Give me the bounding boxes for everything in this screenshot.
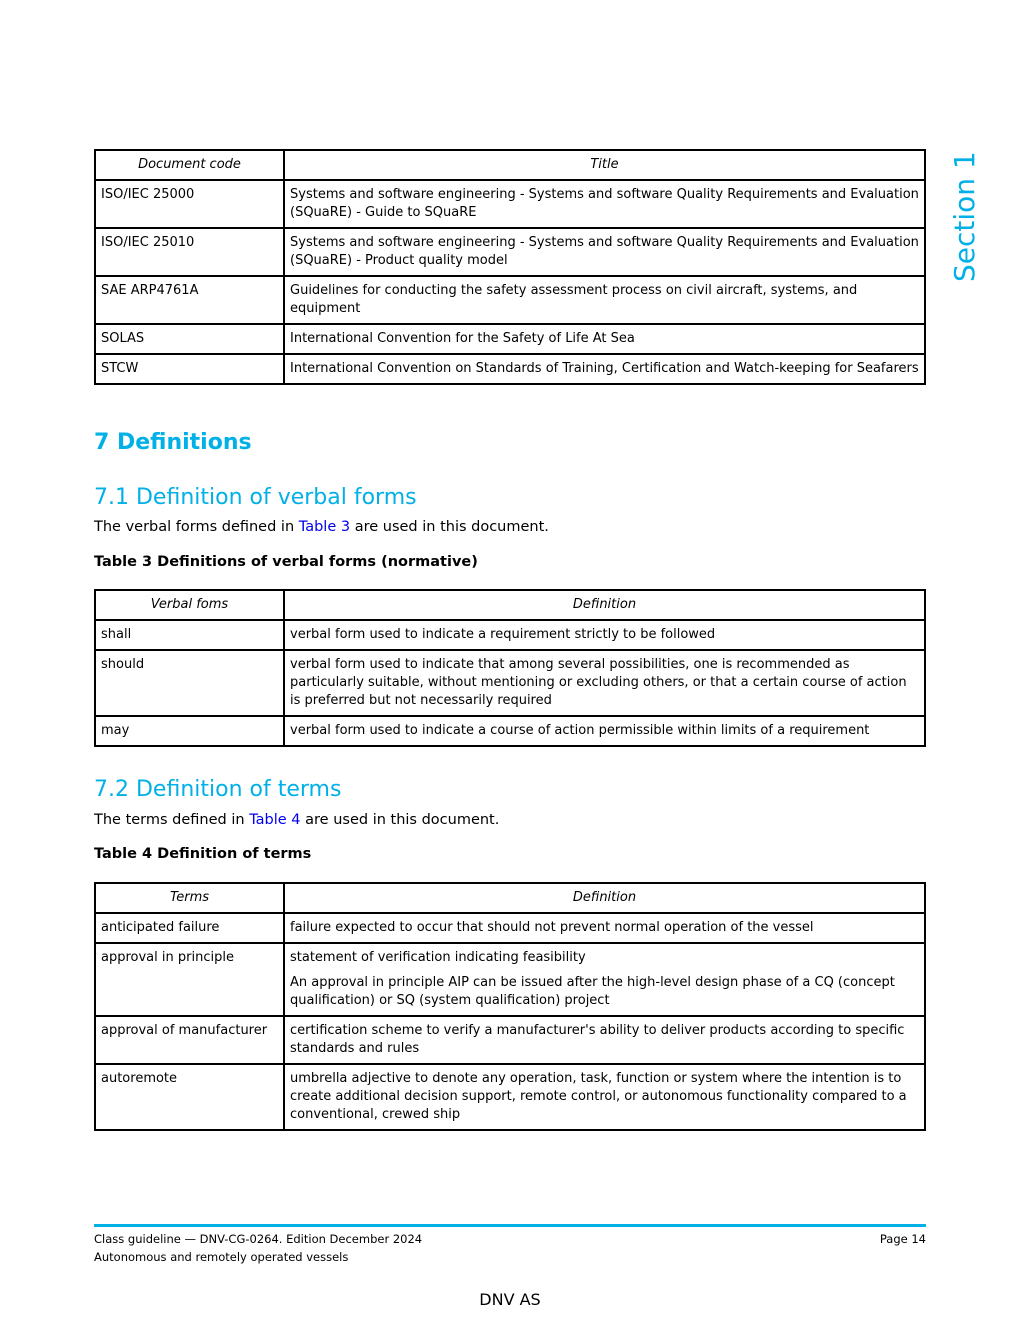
document-code: ISO/IEC 25000 xyxy=(95,180,284,228)
document-code: ISO/IEC 25010 xyxy=(95,228,284,276)
verbal-form: shall xyxy=(95,620,284,650)
publisher: DNV AS xyxy=(479,1290,541,1309)
terms-table xyxy=(94,882,926,1131)
table-row xyxy=(95,354,925,384)
column-header: Verbal foms xyxy=(95,590,284,620)
table-row xyxy=(95,1016,925,1064)
subsection-heading: 7.1 Definition of verbal forms xyxy=(94,485,417,510)
table-caption: Table 3 Definitions of verbal forms (normative) xyxy=(94,554,478,570)
intro-paragraph xyxy=(94,519,549,535)
verbal-forms-table xyxy=(94,589,926,747)
definition-cell xyxy=(284,943,925,1016)
table-row xyxy=(95,943,925,1016)
definition: verbal form used to indicate that among several possibilities, one is recommended as particularly suitable, without mentioning or excluding others, or that a certain course of action is preferred but not necessarily required xyxy=(284,650,925,716)
table-header-row xyxy=(95,150,925,180)
definition-note: An approval in principle AIP can be issued after the high-level design phase of a CQ (concept qualification) or SQ (system qualification) project xyxy=(290,975,895,1008)
intro-text: are used in this document. xyxy=(300,812,500,828)
table-caption: Table 4 Definition of terms xyxy=(94,846,312,862)
definition: verbal form used to indicate a requirement strictly to be followed xyxy=(284,620,925,650)
column-header: Document code xyxy=(95,150,284,180)
footer-divider xyxy=(94,1224,926,1227)
table-row xyxy=(95,913,925,943)
table-row xyxy=(95,650,925,716)
definition: certification scheme to verify a manufacturer's ability to deliver products according to specific standards and rules xyxy=(284,1016,925,1064)
table-row xyxy=(95,276,925,324)
table-header-row xyxy=(95,590,925,620)
term: approval in principle xyxy=(95,943,284,1016)
table-header-row xyxy=(95,883,925,913)
intro-text: The terms defined in xyxy=(94,812,250,828)
intro-paragraph xyxy=(94,812,499,828)
term: autoremote xyxy=(95,1064,284,1130)
references-table xyxy=(94,149,926,385)
definition: statement of verification indicating feasibility xyxy=(290,950,586,965)
footer-document-info: Class guideline — DNV-CG-0264. Edition December 2024 xyxy=(94,1232,423,1246)
footer-document-subtitle: Autonomous and remotely operated vessels xyxy=(94,1250,349,1264)
term: anticipated failure xyxy=(95,913,284,943)
document-title: International Convention on Standards of Training, Certification and Watch-keeping for Seafarers xyxy=(284,354,925,384)
intro-text: are used in this document. xyxy=(350,519,549,535)
document-title: Guidelines for conducting the safety assessment process on civil aircraft, systems, and equipment xyxy=(284,276,925,324)
table-row xyxy=(95,620,925,650)
document-title: International Convention for the Safety of Life At Sea xyxy=(284,324,925,354)
column-header: Definition xyxy=(284,883,925,913)
table-row xyxy=(95,1064,925,1130)
document-code: STCW xyxy=(95,354,284,384)
table-row xyxy=(95,180,925,228)
document-title: Systems and software engineering - Systems and software Quality Requirements and Evaluation (SQuaRE) - Guide to SQuaRE xyxy=(284,180,925,228)
table-row xyxy=(95,228,925,276)
page-number: Page 14 xyxy=(879,1232,926,1246)
column-header: Title xyxy=(284,150,925,180)
section-heading: 7 Definitions xyxy=(94,430,252,455)
table-3-link[interactable]: Table 3 xyxy=(298,519,351,535)
table-4-link[interactable]: Table 4 xyxy=(249,812,301,828)
intro-text: The verbal forms defined in xyxy=(94,519,299,535)
column-header: Terms xyxy=(95,883,284,913)
definition: failure expected to occur that should not prevent normal operation of the vessel xyxy=(284,913,925,943)
document-code: SAE ARP4761A xyxy=(95,276,284,324)
term: approval of manufacturer xyxy=(95,1016,284,1064)
section-tab: Section 1 xyxy=(948,151,981,282)
verbal-form: may xyxy=(95,716,284,746)
column-header: Definition xyxy=(284,590,925,620)
definition: umbrella adjective to denote any operation, task, function or system where the intention is to create additional decision support, remote control, or autonomous functionality compared to a conventional, crewed ship xyxy=(284,1064,925,1130)
table-row xyxy=(95,716,925,746)
verbal-form: should xyxy=(95,650,284,716)
subsection-heading: 7.2 Definition of terms xyxy=(94,777,342,802)
document-code: SOLAS xyxy=(95,324,284,354)
document-title: Systems and software engineering - Systems and software Quality Requirements and Evaluation (SQuaRE) - Product quality model xyxy=(284,228,925,276)
table-row xyxy=(95,324,925,354)
definition: verbal form used to indicate a course of action permissible within limits of a requirement xyxy=(284,716,925,746)
